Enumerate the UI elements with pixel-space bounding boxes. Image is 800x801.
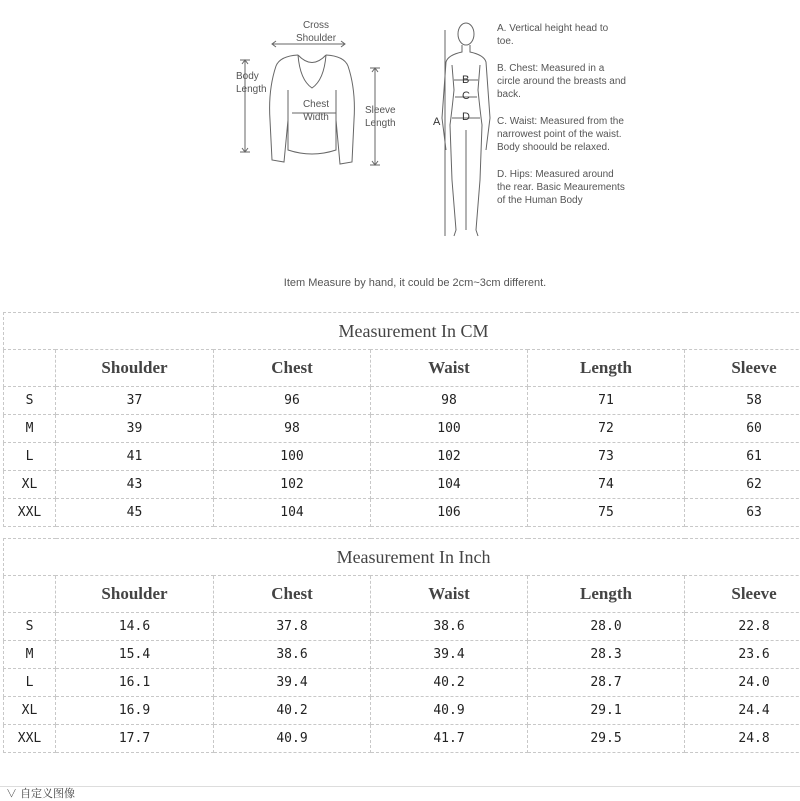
cell: 40.2 — [371, 669, 528, 697]
size-label: XXL — [4, 499, 56, 527]
header-sleeve: Sleeve — [685, 576, 800, 613]
table-row — [4, 641, 800, 669]
header-chest: Chest — [214, 576, 371, 613]
label-cross-shoulder: Cross Shoulder — [296, 19, 336, 45]
cell: 14.6 — [56, 613, 214, 641]
table-row — [4, 415, 800, 443]
header-length: Length — [528, 350, 685, 387]
cell: 29.1 — [528, 697, 685, 725]
body-point-d: D — [462, 111, 470, 124]
size-label: S — [4, 613, 56, 641]
cell: 24.0 — [685, 669, 800, 697]
table-cm-header — [4, 350, 800, 387]
size-label: XL — [4, 471, 56, 499]
body-point-c: C — [462, 90, 470, 103]
header-waist: Waist — [371, 350, 528, 387]
cell: 98 — [371, 387, 528, 415]
cell: 75 — [528, 499, 685, 527]
label-chest-width: Chest Width — [300, 98, 332, 124]
cell: 58 — [685, 387, 800, 415]
table-row — [4, 443, 800, 471]
cell: 73 — [528, 443, 685, 471]
cell: 39.4 — [371, 641, 528, 669]
legend-item-a: A. Vertical height head to toe. — [497, 22, 627, 48]
cell: 106 — [371, 499, 528, 527]
size-label: S — [4, 387, 56, 415]
cell: 61 — [685, 443, 800, 471]
table-row — [4, 725, 800, 753]
cell: 41.7 — [371, 725, 528, 753]
table-cm-title: Measurement In CM — [4, 313, 800, 350]
cell: 28.0 — [528, 613, 685, 641]
cell: 41 — [56, 443, 214, 471]
cell: 37 — [56, 387, 214, 415]
cell: 40.9 — [371, 697, 528, 725]
size-label: L — [4, 669, 56, 697]
size-label: M — [4, 641, 56, 669]
header-blank — [4, 576, 56, 613]
legend-item-b: B. Chest: Measured in a circle around the breasts and back. — [497, 62, 627, 101]
size-label: M — [4, 415, 56, 443]
cell: 102 — [214, 471, 371, 499]
cell: 37.8 — [214, 613, 371, 641]
cell: 16.9 — [56, 697, 214, 725]
cell: 16.1 — [56, 669, 214, 697]
cell: 39.4 — [214, 669, 371, 697]
cell: 72 — [528, 415, 685, 443]
measure-note: Item Measure by hand, it could be 2cm~3cm different. — [0, 277, 800, 289]
custom-image-label: 自定义图像 — [20, 788, 75, 800]
cell: 40.9 — [214, 725, 371, 753]
cell: 24.4 — [685, 697, 800, 725]
header-shoulder: Shoulder — [56, 350, 214, 387]
cell: 43 — [56, 471, 214, 499]
cell: 24.8 — [685, 725, 800, 753]
body-point-b: B — [462, 74, 469, 87]
custom-image-bar[interactable] — [0, 786, 800, 801]
size-diagram — [0, 0, 800, 300]
table-row — [4, 499, 800, 527]
legend-item-d: D. Hips: Measured around the rear. Basic Meaurements of the Human Body — [497, 168, 627, 207]
legend-item-c: C. Waist: Measured from the narrowest point of the waist. Body shoould be relaxed. — [497, 115, 627, 154]
size-label: XL — [4, 697, 56, 725]
cell: 40.2 — [214, 697, 371, 725]
cell: 96 — [214, 387, 371, 415]
size-label: L — [4, 443, 56, 471]
header-blank — [4, 350, 56, 387]
cell: 28.3 — [528, 641, 685, 669]
cell: 22.8 — [685, 613, 800, 641]
chevron-down-icon[interactable]: ∨ — [6, 788, 17, 800]
cell: 38.6 — [371, 613, 528, 641]
cell: 102 — [371, 443, 528, 471]
table-inch — [3, 538, 800, 753]
cell: 100 — [214, 443, 371, 471]
cell: 23.6 — [685, 641, 800, 669]
cell: 45 — [56, 499, 214, 527]
table-row — [4, 669, 800, 697]
cell: 29.5 — [528, 725, 685, 753]
cell: 104 — [371, 471, 528, 499]
header-sleeve: Sleeve — [685, 350, 800, 387]
table-cm — [3, 312, 800, 527]
table-inch-title: Measurement In Inch — [4, 539, 800, 576]
cell: 74 — [528, 471, 685, 499]
cell: 71 — [528, 387, 685, 415]
cell: 63 — [685, 499, 800, 527]
cell: 98 — [214, 415, 371, 443]
table-row — [4, 471, 800, 499]
cell: 38.6 — [214, 641, 371, 669]
body-point-a: A — [433, 116, 440, 129]
table-row — [4, 697, 800, 725]
cell: 62 — [685, 471, 800, 499]
cell: 39 — [56, 415, 214, 443]
table-inch-header — [4, 576, 800, 613]
measurement-legend — [497, 22, 627, 221]
label-body-length: Body Length — [236, 70, 276, 96]
cell: 60 — [685, 415, 800, 443]
table-row — [4, 613, 800, 641]
cell: 100 — [371, 415, 528, 443]
header-waist: Waist — [371, 576, 528, 613]
label-sleeve-length: Sleeve Length — [365, 104, 410, 130]
header-shoulder: Shoulder — [56, 576, 214, 613]
header-chest: Chest — [214, 350, 371, 387]
cell: 104 — [214, 499, 371, 527]
header-length: Length — [528, 576, 685, 613]
garment-sketch — [0, 0, 800, 300]
cell: 17.7 — [56, 725, 214, 753]
size-label: XXL — [4, 725, 56, 753]
cell: 28.7 — [528, 669, 685, 697]
cell: 15.4 — [56, 641, 214, 669]
table-row — [4, 387, 800, 415]
